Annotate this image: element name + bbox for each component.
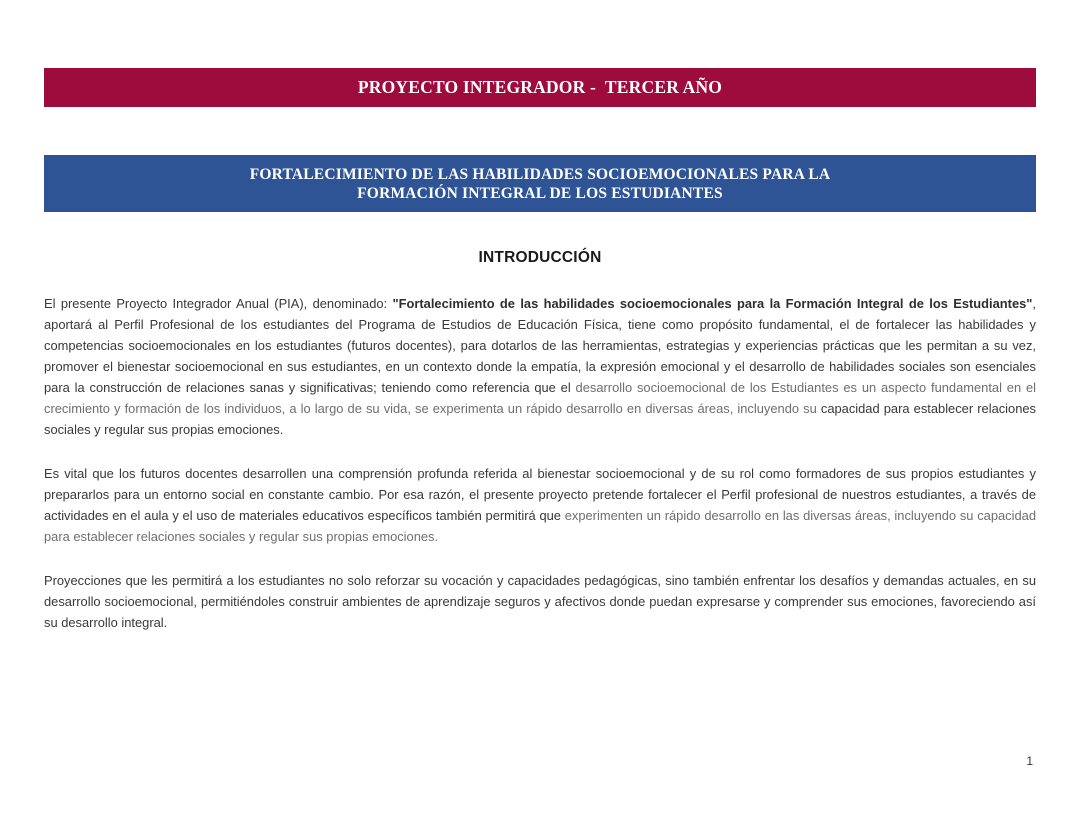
section-heading-introduccion: INTRODUCCIÓN [478, 249, 602, 266]
intro-paragraph-2 [44, 463, 1036, 547]
page-number: 1 [1026, 754, 1033, 768]
text-run-muted: desarrollo socioemocional de los Estudiantes es un aspecto fundamental en el crecimiento y formación de los individuos, a lo largo de su vida, se experimenta un rápido desarrollo en diversas áreas, incluyendo su [44, 380, 1036, 416]
text-run: Es vital que los futuros docentes desarrollen una comprensión profunda referida al bienestar socioemocional y de su rol como formadores de sus propios estudiantes y prepararlos para un entorno social en constante cambio. Por esa razón, el presente proyecto pretende fortalecer el Perfil profesional de nuestros estudiantes, a través de actividades en el aula y el uso de materiales educativos específicos también permitirá que [44, 466, 1036, 523]
document-body [44, 293, 1036, 633]
intro-paragraph-1 [44, 293, 1036, 440]
document-page [0, 68, 1079, 819]
text-run: El presente Proyecto Integrador Anual (PIA), denominado: [44, 296, 393, 311]
text-run: capacidad para establecer relaciones sociales y regular sus propias emociones. [44, 401, 1037, 437]
document-title: PROYECTO INTEGRADOR - TERCER AÑO [357, 77, 723, 97]
text-run-bold-project-name: "Fortalecimiento de las habilidades socioemocionales para la Formación Integral de los Estudiantes" [392, 296, 1033, 311]
subtitle-banner [44, 155, 1036, 212]
text-run-muted: experimenten un rápido desarrollo en las diversas áreas, incluyendo su capacidad para establecer relaciones sociales y regular sus propias emociones. [44, 508, 1036, 544]
subtitle-line-1: FORTALECIMIENTO DE LAS HABILIDADES SOCIOEMOCIONALES PARA LA [249, 165, 831, 183]
text-run: , aportará al Perfil Profesional de los estudiantes del Programa de Estudios de Educación Física, tiene como propósito fundamental, el de fortalecer las habilidades y competencias socioemocionales en los estudiantes (futuros docentes), para dotarlos de las herramientas, estrategias y experiencias prácticas que les permitan a su vez, promover el bienestar socioemocional en sus estudiantes, en un contexto donde la empatía, la expresión emocional y el desarrollo de habilidades sociales son esenciales para la construcción de relaciones sanas y significativas; teniendo como referencia que el [44, 296, 1036, 395]
intro-paragraph-3: Proyecciones que les permitirá a los estudiantes no solo reforzar su vocación y capacidades pedagógicas, sino también enfrentar los desafíos y demandas actuales, en su desarrollo socioemocional, permitiéndoles construir ambientes de aprendizaje seguros y afectivos donde puedan expresarse y comprender sus emociones, favoreciendo así su desarrollo integral. [44, 573, 1036, 630]
title-banner [44, 68, 1036, 107]
subtitle-line-2: FORMACIÓN INTEGRAL DE LOS ESTUDIANTES [357, 184, 723, 202]
